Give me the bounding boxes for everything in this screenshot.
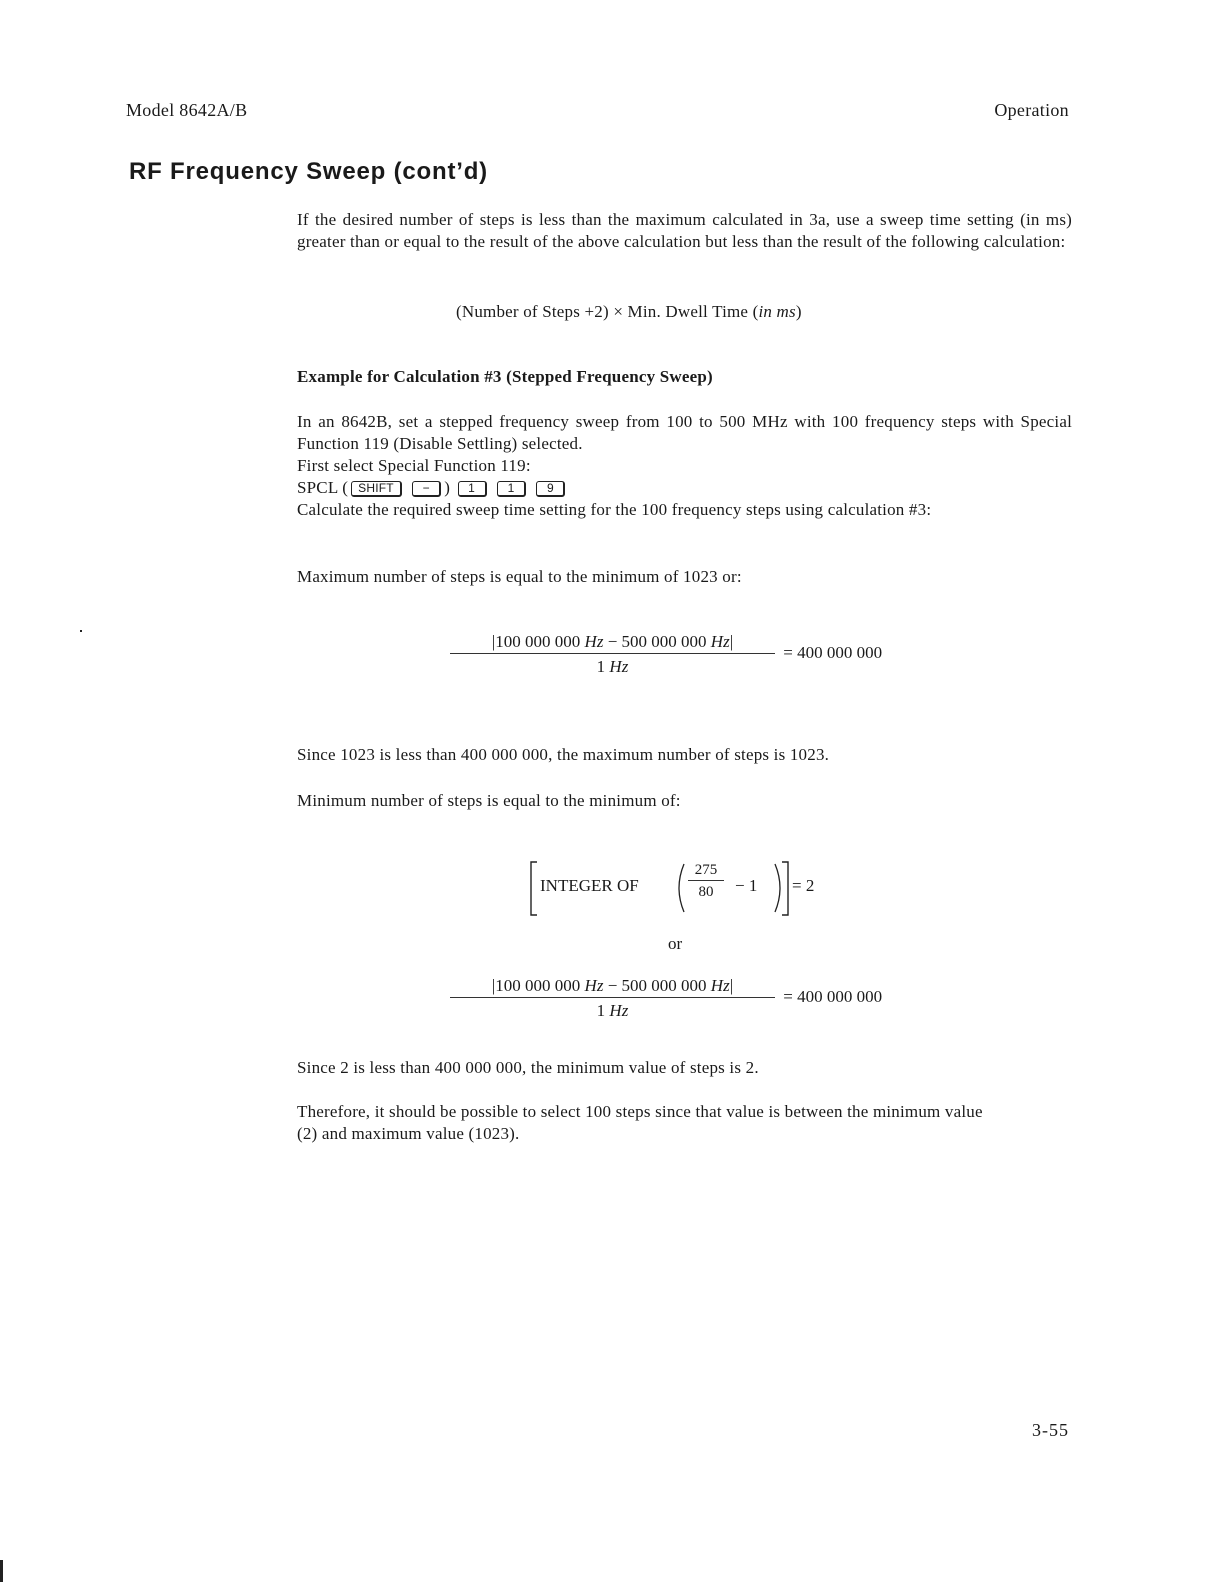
fraction-min-result: = 400 000 000 <box>783 987 883 1007</box>
since-max-text: Since 1023 is less than 400 000 000, the maximum number of steps is 1023. <box>297 745 830 764</box>
one-key-second[interactable]: 1 <box>497 481 526 497</box>
shift-key[interactable]: SHIFT <box>351 481 402 497</box>
page-number: 3-55 <box>1032 1420 1069 1440</box>
integer-label: INTEGER OF <box>540 876 639 895</box>
therefore-paragraph: Therefore, it should be possible to select 100 steps since that value is between the minimum value (2) and maximum value (1023). <box>297 1102 983 1143</box>
fraction-max <box>450 632 882 677</box>
minus-key[interactable]: − <box>412 481 441 497</box>
fraction-max-numerator: |100 000 000 Hz − 500 000 000 Hz| <box>450 632 775 654</box>
integer-denominator: 80 <box>698 884 714 900</box>
example-heading: Example for Calculation #3 (Stepped Frequency Sweep) <box>297 367 713 386</box>
fraction-min <box>450 976 882 1021</box>
fraction-min-denominator: 1 Hz <box>596 1001 629 1020</box>
min-steps-text: Minimum number of steps is equal to the minimum of: <box>297 791 681 810</box>
example-paragraph: In an 8642B, set a stepped frequency sweep from 100 to 500 MHz with 100 frequency steps with Special Function 119 (Disable Settling) selected. <box>297 412 1072 453</box>
dwell-formula <box>297 301 1057 323</box>
page-title: RF Frequency Sweep (cont’d) <box>129 158 488 185</box>
since-min-text: Since 2 is less than 400 000 000, the minimum value of steps is 2. <box>297 1058 759 1077</box>
formula-unit: in ms <box>758 302 796 321</box>
spcl-key-sequence <box>297 477 1072 499</box>
fraction-max-result: = 400 000 000 <box>783 643 883 663</box>
scan-speck <box>80 630 82 632</box>
model-header: Model 8642A/B <box>126 100 248 120</box>
spcl-close-paren: ) <box>444 478 451 497</box>
nine-key[interactable]: 9 <box>536 481 565 497</box>
integer-result: = 2 <box>792 876 815 895</box>
section-header: Operation <box>994 100 1069 120</box>
fraction-max-denominator: 1 Hz <box>596 657 629 676</box>
first-select-text: First select Special Function 119: <box>297 456 531 475</box>
calculate-paragraph: Calculate the required sweep time setting for the 100 frequency steps using calculation #3: <box>297 500 932 519</box>
integer-minus-one: − 1 <box>735 876 758 895</box>
spcl-label: SPCL ( <box>297 478 349 497</box>
formula-suffix: ) <box>795 302 802 321</box>
formula-prefix: (Number of Steps +2) × Min. Dwell Time ( <box>456 302 759 321</box>
fraction-min-numerator: |100 000 000 Hz − 500 000 000 Hz| <box>450 976 775 998</box>
one-key[interactable]: 1 <box>458 481 487 497</box>
integer-numerator: 275 <box>688 862 724 881</box>
scan-edge-mark <box>0 1560 3 1582</box>
max-steps-text: Maximum number of steps is equal to the minimum of 1023 or: <box>297 567 742 586</box>
or-text: or <box>668 934 683 953</box>
intro-paragraph: If the desired number of steps is less than the maximum calculated in 3a, use a sweep time setting (in ms) greater than or equal to the result of the above calculation but less than the result of the following calculation: <box>297 210 1072 251</box>
